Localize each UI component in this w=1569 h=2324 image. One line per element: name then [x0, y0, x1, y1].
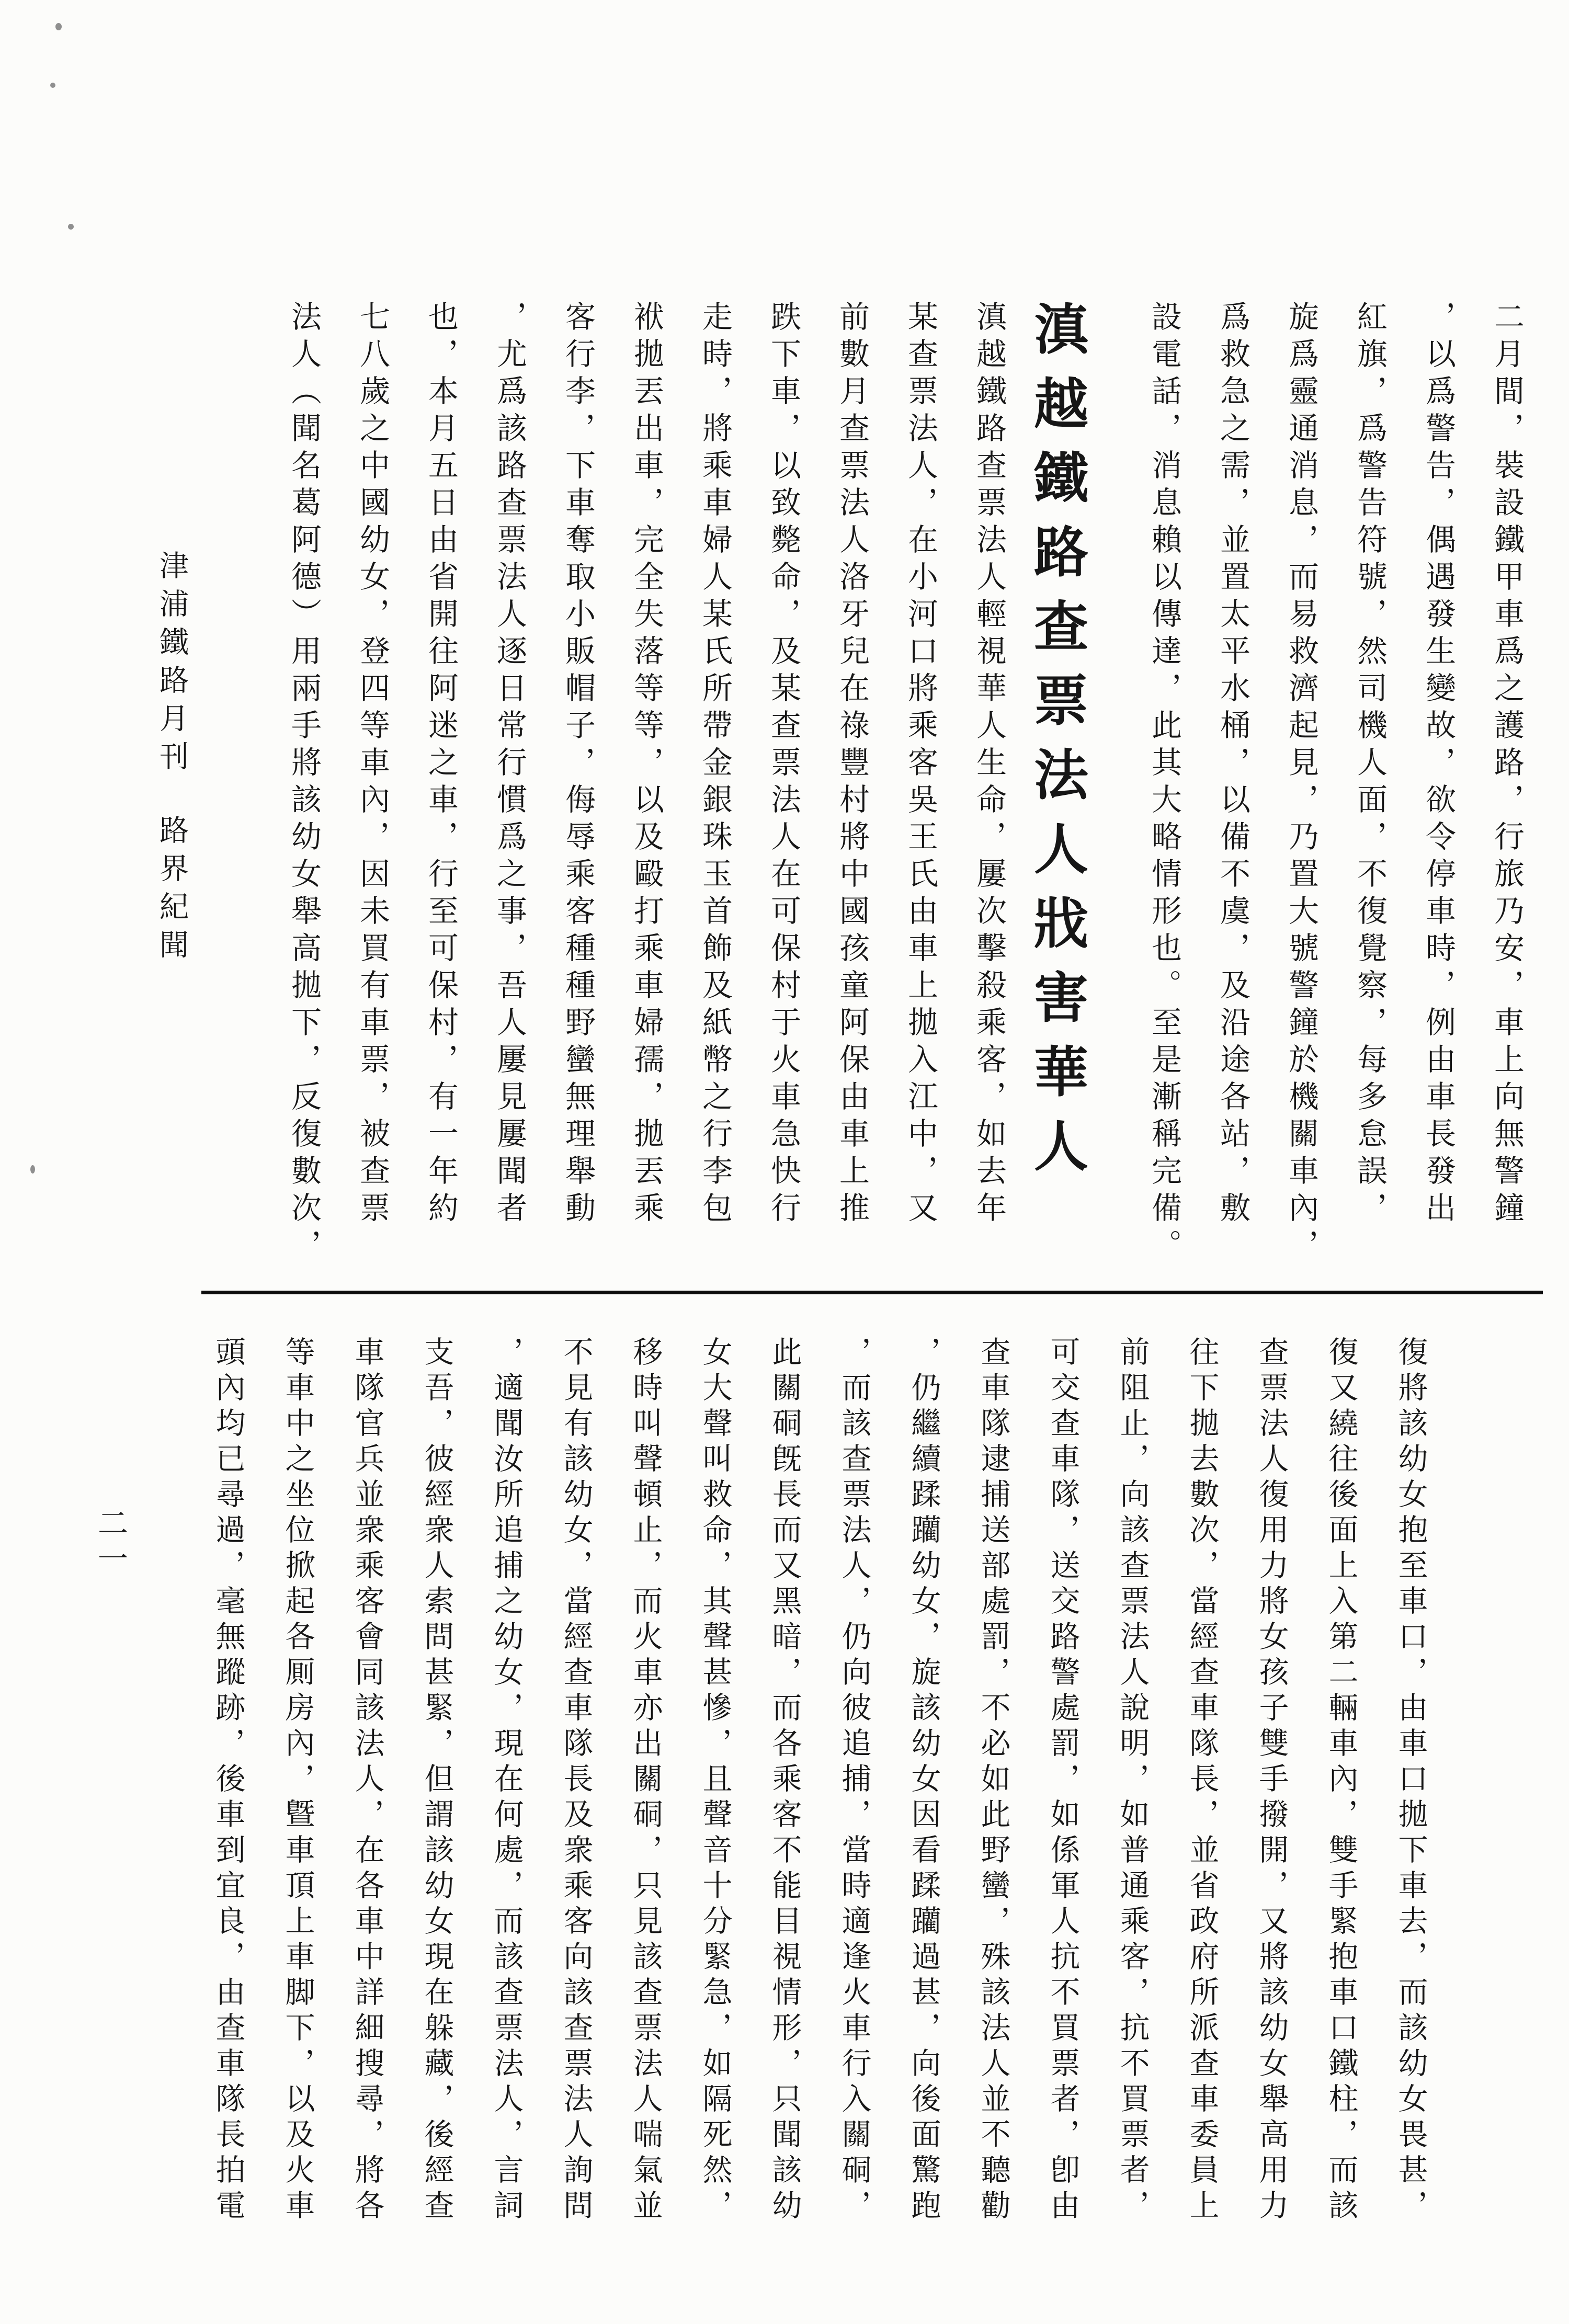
- article-title: 滇越鐵路查票法人戕害華人: [1025, 301, 1089, 1192]
- text-column: 紅旗，爲警告符號，然司機人面，不復覺察，每多怠誤，: [1352, 301, 1388, 1229]
- journal-title: 津浦鐵路月刊: [155, 550, 189, 779]
- upper-text-block: [251, 301, 1525, 1294]
- text-column: 女大聲叫救命，其聲甚慘，且聲音十分緊急，如隔死然，: [698, 1336, 732, 2225]
- text-column: 可交查車隊，送交路警處罰，如係軍人抗不買票者，卽由: [1045, 1336, 1080, 2225]
- text-column: 等車中之坐位掀起各厠房內，曁車頂上車脚下，以及火車: [280, 1336, 315, 2225]
- text-column: 也，本月五日由省開往阿迷之車，行至可保村，有一年約: [423, 301, 459, 1229]
- text-column: 爲救急之需，並置太平水桶，以備不虞，及沿途各站，敷: [1215, 301, 1250, 1229]
- text-column: 不見有該幼女，當經查車隊長及衆乘客向該查票法人詢問: [559, 1336, 593, 2225]
- page-number: 二一: [93, 1507, 128, 1578]
- text-column: 復又繞往後面上入第二輛車內，雙手緊抱車口鐵柱，而該: [1324, 1336, 1358, 2225]
- text-column: 此關硐旣長而又黑暗，而各乘客不能目視情形，只聞該幼: [767, 1336, 802, 2225]
- scan-speck: [30, 1165, 35, 1174]
- section-title: 路界紀聞: [155, 815, 189, 967]
- text-column: 走時，將乘車婦人某氏所帶金銀珠玉首飾及紙幣之行李包: [697, 301, 733, 1229]
- text-column: 跌下車，以致斃命，及某查票法人在可保村于火車急快行: [766, 301, 801, 1229]
- text-column: 車隊官兵並衆乘客會同該法人，在各車中詳細搜尋，將各: [350, 1336, 384, 2225]
- separator-line: [201, 1291, 1543, 1294]
- text-column: 旋爲靈通消息，而易救濟起見，乃置大號警鐘於機關車內，: [1283, 301, 1319, 1266]
- text-column: 客行李，下車奪取小販帽子，侮辱乘客種種野蠻無理舉動: [560, 301, 596, 1229]
- text-column: 前數月查票法人洛牙兒在祿豐村將中國孩童阿保由車上推: [834, 301, 870, 1229]
- text-column: 二月間，裝設鐵甲車爲之護路，行旅乃安，車上向無警鐘: [1489, 301, 1525, 1229]
- text-column: 設電話，消息賴以傳達，此其大略情形也。至是漸稱完備。: [1146, 301, 1182, 1266]
- scan-speck: [55, 23, 62, 30]
- text-column: 七八歲之中國幼女，登四等車內，因未買有車票，被查票: [355, 301, 390, 1229]
- text-column: 移時叫聲頓止，而火車亦出關硐，只見該查票法人喘氣並: [628, 1336, 663, 2225]
- text-column: 袱拋丟出車，完全失落等等，以及毆打乘車婦孺，拋丟乘: [629, 301, 664, 1229]
- text-column: 滇越鐵路查票法人輕視華人生命，屢次擊殺乘客，如去年: [971, 301, 1007, 1229]
- text-column: 支吾，彼經衆人索問甚緊，但謂該幼女現在躲藏，後經查: [419, 1336, 454, 2225]
- text-column: 頭內均已尋過，毫無蹤跡，後車到宜良，由查車隊長拍電: [211, 1336, 245, 2225]
- lower-text-block: [173, 1336, 1428, 2277]
- text-column: 法人（聞名葛阿德）用兩手將該幼女舉高拋下，反復數次，: [286, 301, 322, 1266]
- scan-speck: [68, 224, 74, 230]
- text-column: ，仍繼續蹂躪幼女，旋該幼女因看蹂躪過甚，向後面驚跑: [906, 1336, 941, 2225]
- text-column: ，尤爲該路查票法人逐日常行慣爲之事，吾人屢見屢聞者: [492, 301, 527, 1229]
- text-column: ，而該查票法人，仍向彼追捕，當時適逢火車行入關硐，: [837, 1336, 871, 2225]
- text-column: ，適聞汝所追捕之幼女，現在何處，而該查票法人，言詞: [489, 1336, 524, 2225]
- text-column: 往下拋去數次，當經查車隊長，並省政府所派查車委員上: [1185, 1336, 1219, 2225]
- text-column: 前阻止，向該查票法人說明，如普通乘客，抗不買票者，: [1115, 1336, 1150, 2225]
- text-column: ，以爲警告，偶遇發生變故，欲令停車時，例由車長發出: [1420, 301, 1456, 1229]
- scan-speck: [50, 83, 55, 88]
- text-column: 查票法人復用力將女孩子雙手撥開，又將該幼女舉高用力: [1254, 1336, 1289, 2225]
- text-column: 某查票法人，在小河口將乘客吳王氏由車上拋入江中，又: [903, 301, 938, 1229]
- text-column: 查車隊逮捕送部處罰，不必如此野蠻，殊該法人並不聽勸: [976, 1336, 1010, 2225]
- text-column: 復將該幼女抱至車口，由車口拋下車去，而該幼女畏甚，: [1393, 1336, 1428, 2225]
